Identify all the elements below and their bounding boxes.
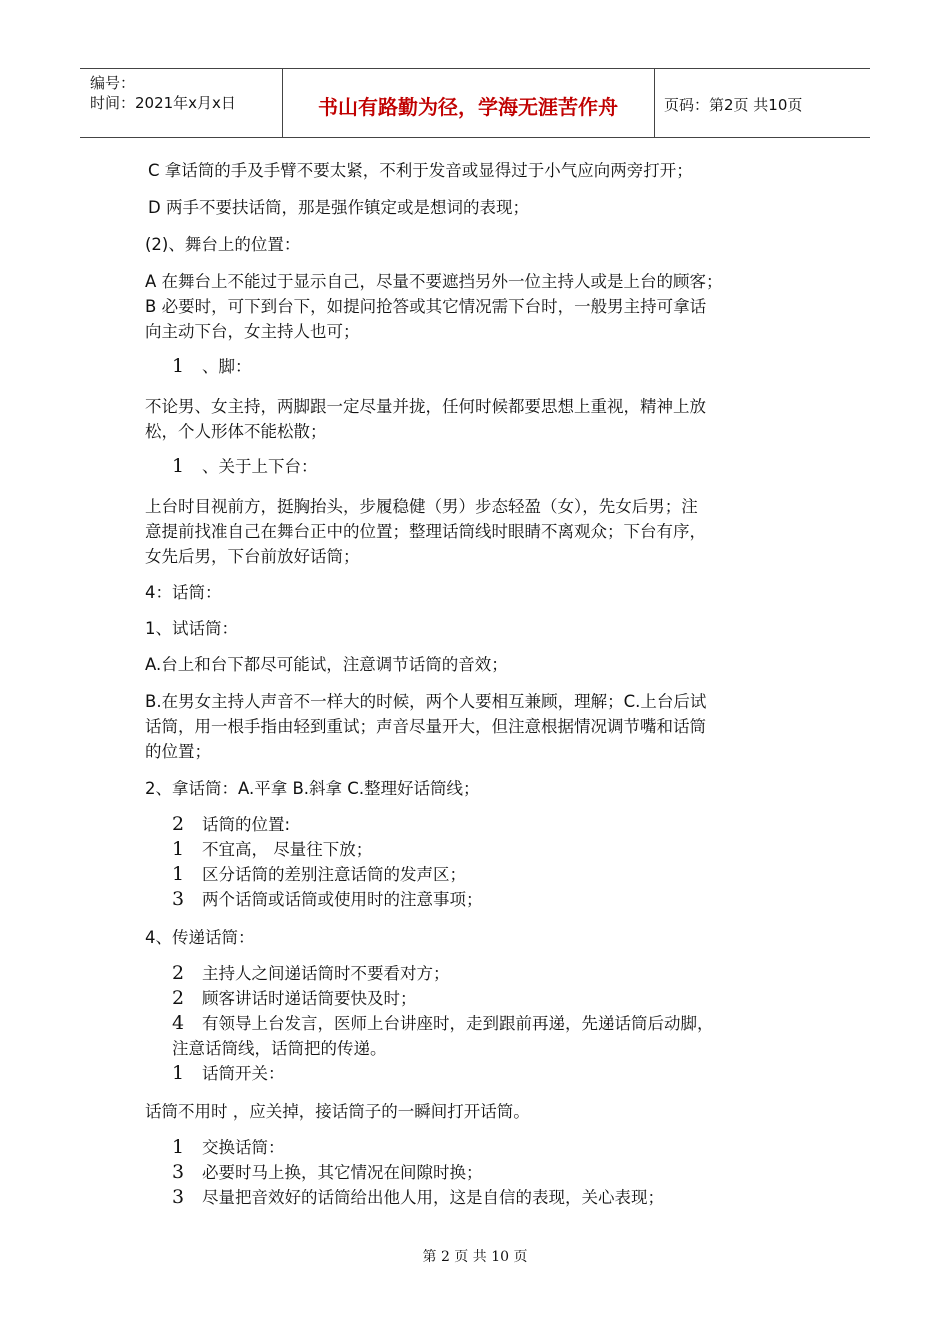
paragraph: A 在舞台上不能过于显示自己，尽量不要遮挡另外一位主持人或是上台的顾客；: [145, 272, 723, 291]
paragraph: B 必要时，可下到台下，如提问抢答或其它情况需下台时，一般男主持可拿话: [145, 297, 707, 316]
motto: 书山有路勤为径，学海无涯苦作舟: [318, 95, 618, 119]
list-item: [172, 1185, 664, 1210]
list-number: 1: [172, 1136, 185, 1158]
header-motto-cell: [282, 69, 655, 137]
page-header: [80, 68, 870, 138]
list-number: 1: [172, 455, 185, 477]
paragraph: 上台时目视前方，挺胸抬头，步履稳健（男）步态轻盈（女），先女后男；注: [145, 497, 698, 516]
paragraph: C 拿话筒的手及手臂不要太紧，不利于发音或显得过于小气应向两旁打开；: [148, 161, 693, 180]
list-item: [172, 986, 417, 1011]
list-item: [172, 454, 318, 479]
paragraph: 不论男、女主持，两脚跟一定尽量并拢，任何时候都要思想上重视，精神上放: [145, 397, 706, 416]
paragraph: 话筒不用时 ，应关掉，接话筒子的一瞬间打开话筒。: [145, 1102, 530, 1121]
list-item: [172, 1061, 285, 1086]
list-text: 、脚：: [202, 357, 252, 376]
paragraph: 意提前找准自己在舞台正中的位置；整理话筒线时眼睛不离观众；下台有序，: [145, 522, 706, 541]
list-text: 、关于上下台：: [202, 457, 318, 476]
page-footer: 第 2 页 共 10 页: [422, 1249, 528, 1265]
list-text: 区分话筒的差别注意话筒的发声区；: [202, 865, 466, 884]
list-item-continuation: 注意话筒线，话筒把的传递。: [172, 1039, 387, 1058]
list-number: 3: [172, 1161, 185, 1183]
list-text: 有领导上台发言，医师上台讲座时，走到跟前再递，先递话筒后动脚，: [202, 1014, 714, 1033]
list-item: [172, 961, 450, 986]
paragraph: A.台上和台下都尽可能试，注意调节话筒的音效；: [145, 655, 508, 674]
section-heading: 1、试话筒：: [145, 619, 238, 638]
date-line: 时间：2021年x月x日: [90, 94, 236, 112]
header-page-cell: [654, 69, 870, 137]
paragraph: D 两手不要扶话筒，那是强作镇定或是想词的表现；: [148, 198, 529, 217]
list-number: 2: [172, 813, 185, 835]
paragraph: 松，个人形体不能松散；: [145, 422, 327, 441]
section-heading: 4、传递话筒：: [145, 928, 255, 947]
paragraph: 话筒，用一根手指由轻到重试；声音尽量开大，但注意根据情况调节嘴和话筒: [145, 717, 706, 736]
list-number: 1: [172, 838, 185, 860]
section-heading: (2)、舞台上的位置：: [145, 235, 301, 254]
list-text: 两个话筒或话筒或使用时的注意事项；: [202, 890, 483, 909]
list-text: 交换话筒：: [202, 1138, 285, 1157]
list-item: [172, 354, 252, 379]
list-number: 4: [172, 1012, 185, 1034]
list-number: 2: [172, 987, 185, 1009]
paragraph: 女先后男，下台前放好话筒；: [145, 547, 360, 566]
list-number: 3: [172, 888, 185, 910]
paragraph: 2、拿话筒：A.平拿 B.斜拿 C.整理好话筒线；: [145, 779, 480, 798]
page-info: 页码：第2页 共10页: [664, 96, 803, 114]
list-item: [172, 812, 290, 837]
paragraph: B.在男女主持人声音不一样大的时候，两个人要相互兼顾，理解；C.上台后试: [145, 692, 707, 711]
paragraph: 向主动下台，女主持人也可；: [145, 322, 360, 341]
list-item: [172, 1160, 483, 1185]
list-number: 1: [172, 1062, 185, 1084]
header-meta-cell: [80, 69, 283, 137]
list-item: [172, 887, 483, 912]
list-text: 尽量把音效好的话筒给出他人用，这是自信的表现，关心表现；: [202, 1188, 664, 1207]
list-number: 2: [172, 962, 185, 984]
list-text: 话筒开关：: [202, 1064, 285, 1083]
list-item: [172, 862, 466, 887]
code-label: 编号：: [90, 74, 136, 92]
list-text: 话筒的位置:: [202, 815, 291, 834]
list-text: 顾客讲话时递话筒要快及时；: [202, 989, 417, 1008]
list-item: [172, 837, 372, 862]
list-text: 不宜高， 尽量往下放；: [202, 840, 373, 859]
list-item: [172, 1011, 714, 1036]
list-item: [172, 1135, 285, 1160]
list-number: 1: [172, 863, 185, 885]
section-heading: 4：话筒：: [145, 583, 222, 602]
list-text: 主持人之间递话筒时不要看对方；: [202, 964, 450, 983]
list-number: 3: [172, 1186, 185, 1208]
paragraph: 的位置；: [145, 742, 211, 761]
list-text: 必要时马上换，其它情况在间隙时换；: [202, 1163, 483, 1182]
list-number: 1: [172, 355, 185, 377]
